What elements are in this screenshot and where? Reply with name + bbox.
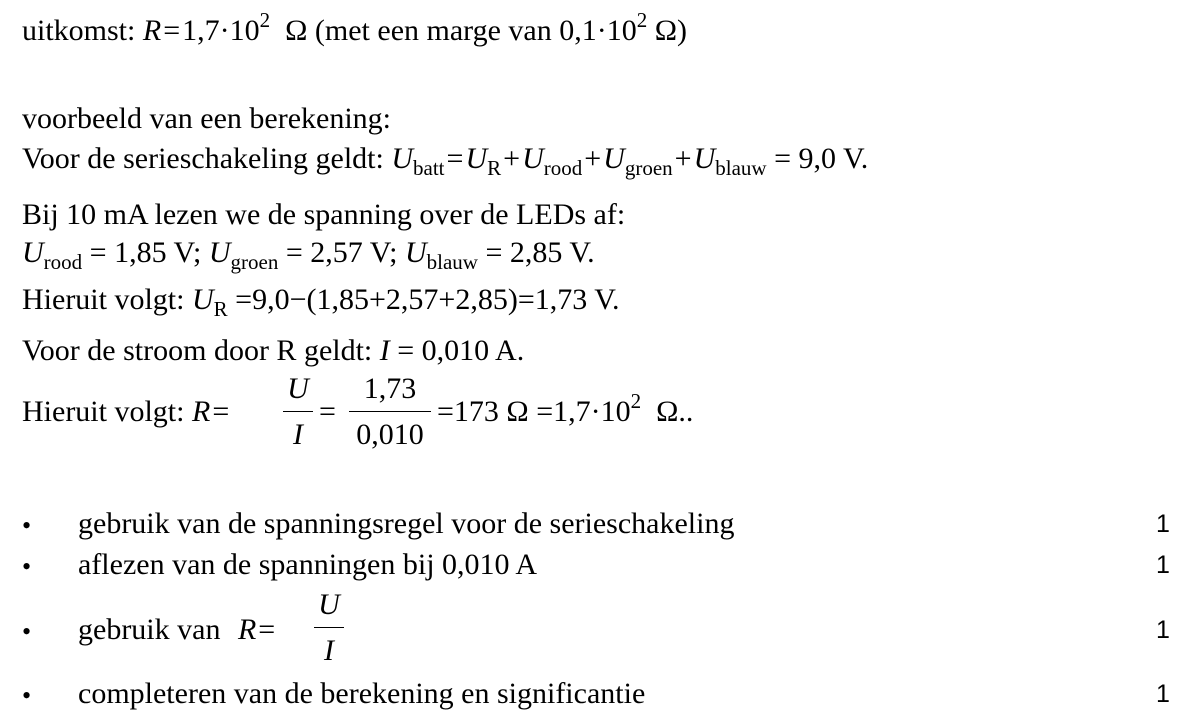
resistance-symbol: R — [142, 14, 162, 47]
resistance-result: =173 $\Omega =1,7\cdot 10^2$ Ω.. — [437, 389, 694, 428]
bullet: • — [22, 511, 32, 540]
bullet: • — [22, 617, 32, 646]
outcome-label: uitkomst: — [22, 14, 136, 47]
outcome-line: uitkomst: $R=1,7\cdot 10^2$ Ω (met een marge van $0,1\cdot 10^2$ Ω) — [22, 8, 688, 47]
score: 1 — [1156, 616, 1170, 644]
score: 1 — [1156, 551, 1170, 579]
fraction-u-over-i: U I — [314, 590, 344, 668]
fraction-value: 1,73 0,010 — [349, 374, 431, 452]
resistor-voltage-line: Hieruit volgt: $U_R =9,0-(1,85+2,57+2,85)=1,73$ V. — [22, 283, 620, 321]
current-line: Voor de stroom door R geldt: I = 0,010 A. — [22, 334, 525, 367]
led-voltages-line: $U_{rood} = 1,85$ V; $U_{groen} = 2,57$ V; $U_{blauw} = 2,85$ V. — [22, 236, 595, 274]
series-rule-line: Voor de serieschakeling geldt: $U_{batt}=U_R+U_{rood}+U_{groen}+U_{blauw} = 9,0$ V. — [22, 142, 869, 180]
bullet: • — [22, 681, 32, 710]
fraction-u-over-i: U I — [283, 374, 313, 452]
example-heading: voorbeeld van een berekening: — [22, 102, 392, 135]
resistance-calc-prefix: Hieruit volgt: R= — [22, 395, 230, 428]
bullet: • — [22, 552, 32, 581]
score: 1 — [1156, 680, 1170, 708]
score: 1 — [1156, 510, 1170, 538]
read-voltages-line: Bij 10 mA lezen we de spanning over de LEDs af: — [22, 198, 626, 231]
margin-text: (met een marge van — [314, 14, 552, 47]
